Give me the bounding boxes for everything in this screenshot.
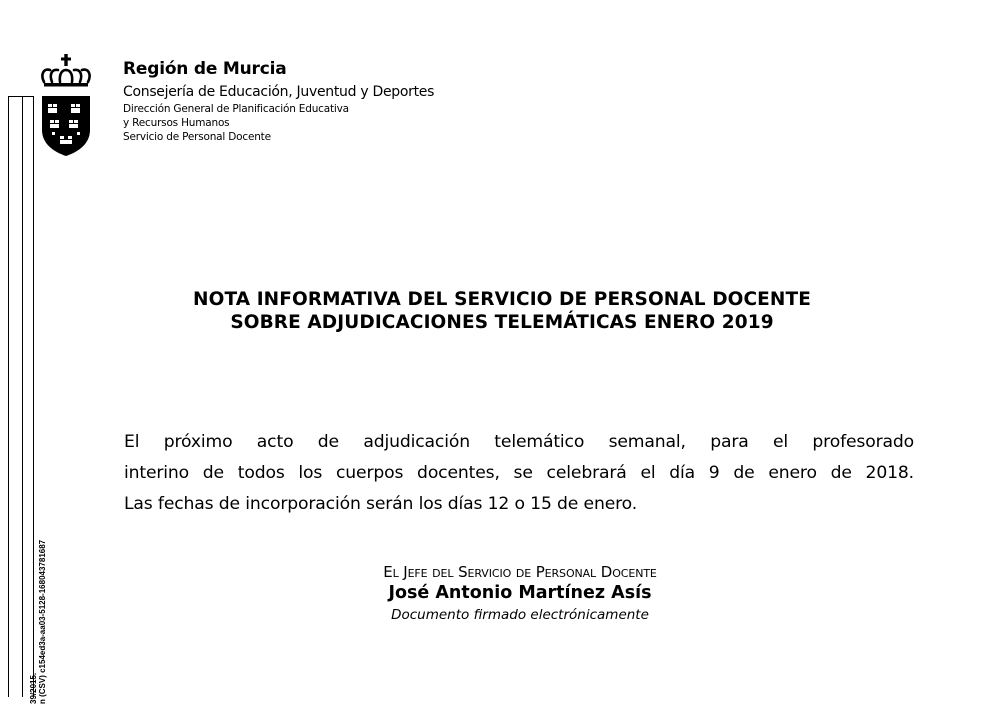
- region-de-murcia-crest-icon: [38, 52, 94, 160]
- body-line-3: Las fechas de incorporación serán los días 12 o 15 de enero.: [124, 494, 638, 514]
- title-line-2: SOBRE ADJUDICACIONES TELEMÁTICAS ENERO 2019: [230, 312, 774, 333]
- signature-block: [0, 563, 1004, 623]
- title-line-1: NOTA INFORMATIVA DEL SERVICIO DE PERSONAL DOCENTE: [193, 289, 811, 310]
- document-title: [0, 288, 1004, 334]
- body-line-1: El próximo acto de adjudicación telemático semanal, para el profesorado: [124, 432, 914, 452]
- service-name: Servicio de Personal Docente: [123, 131, 271, 143]
- body-paragraph: [124, 427, 914, 520]
- letterhead: [123, 59, 434, 145]
- body-line-2: interino de todos los cuerpos docentes, se celebrará el día 9 de enero de 2018.: [124, 463, 914, 483]
- directorate-line-2: y Recursos Humanos: [123, 117, 230, 129]
- csv-line-1: 39/2015.: [29, 672, 38, 704]
- signature-note: Documento firmado electrónicamente: [391, 607, 649, 623]
- directorate-line-1: Dirección General de Planificación Educativa: [123, 103, 349, 115]
- csv-line-2: n (CSV) c154ed3a-aa03-5128-168043781687: [38, 539, 47, 704]
- department-name: Consejería de Educación, Juventud y Deportes: [123, 84, 435, 100]
- signer-role: El Jefe del Servicio de Personal Docente: [383, 563, 657, 581]
- signer-name: José Antonio Martínez Asís: [388, 583, 652, 603]
- organization-name: Región de Murcia: [123, 59, 287, 79]
